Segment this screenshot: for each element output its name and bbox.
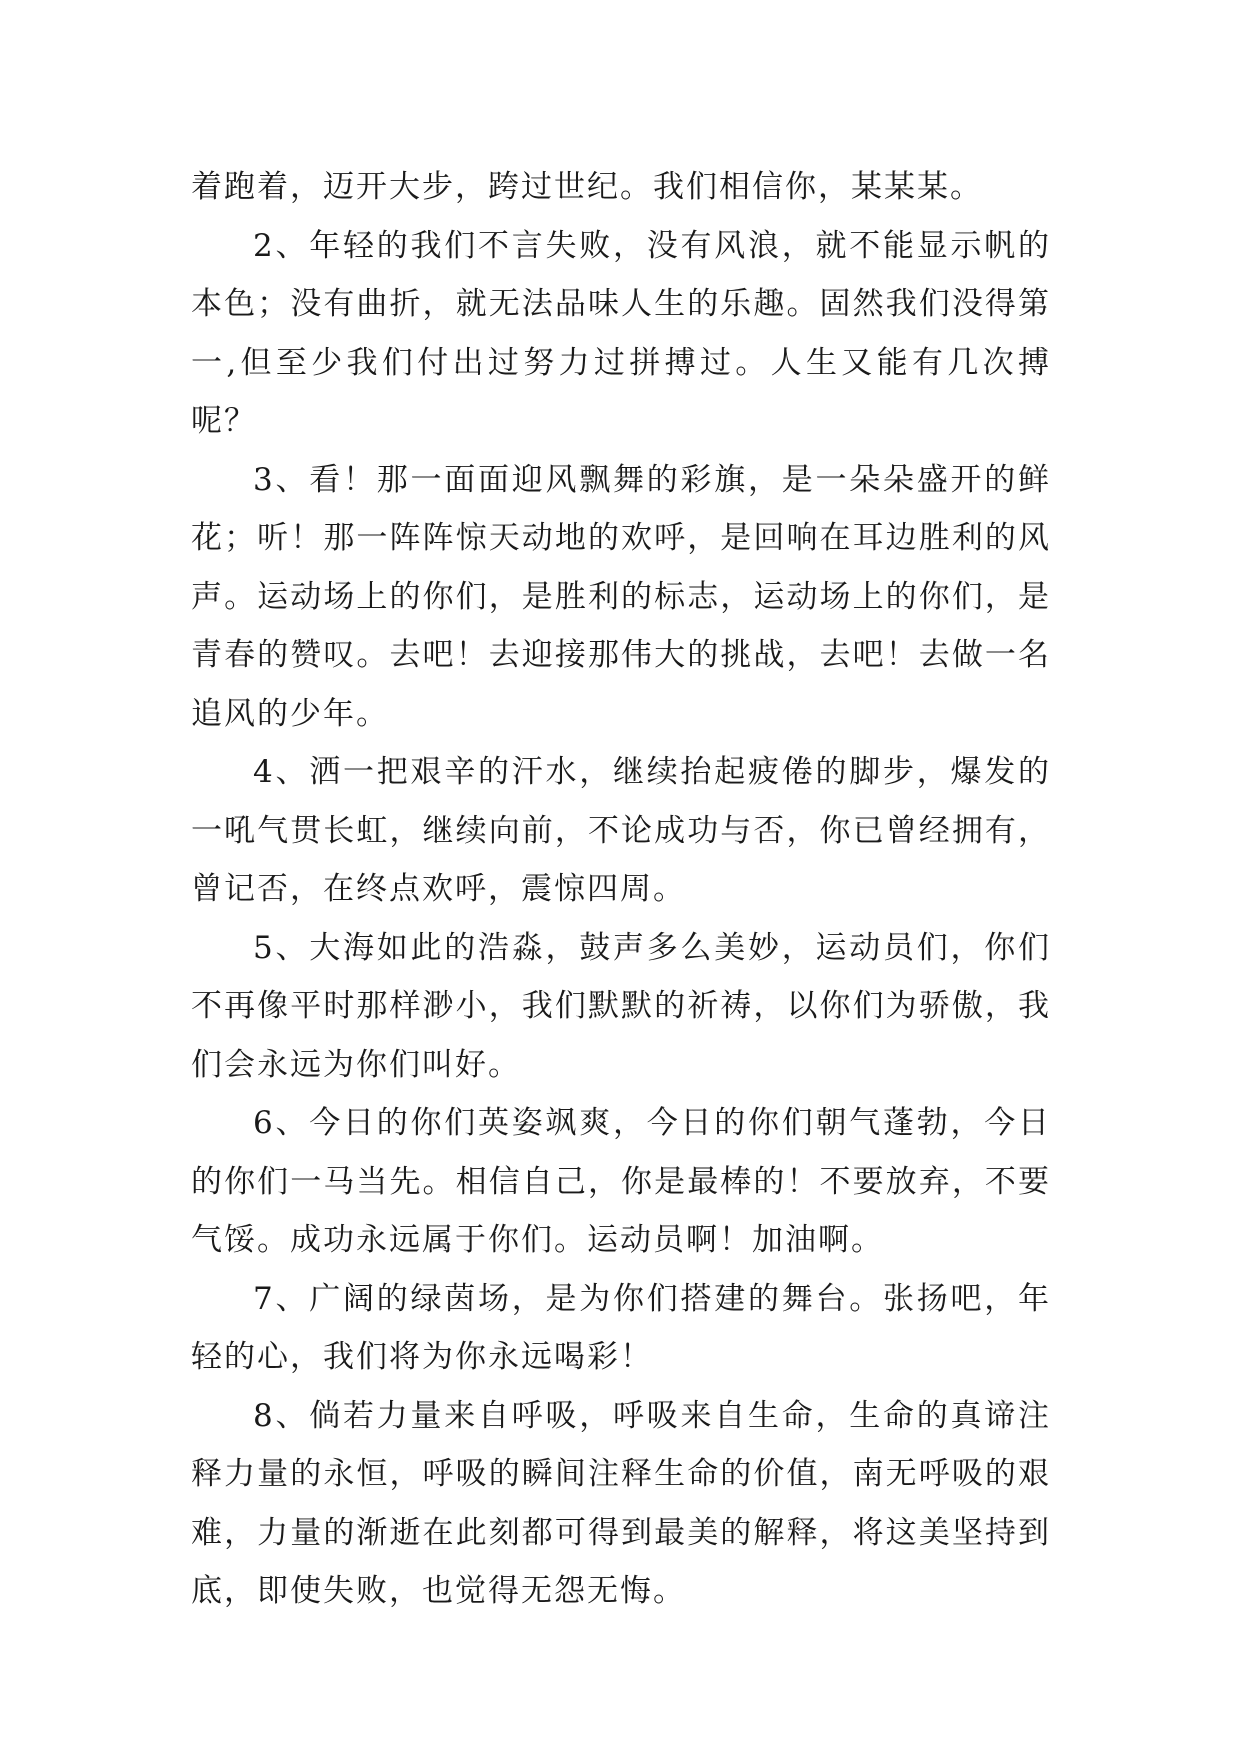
paragraph-item-3: 3、看！那一面面迎风飘舞的彩旗，是一朵朵盛开的鲜花；听！那一阵阵惊天动地的欢呼，是回响在耳边胜利的风声。运动场上的你们，是胜利的标志，运动场上的你们，是青春的赞叹。去吧！去迎接那伟大的挑战，去吧！去做一名追风的少年。 [191, 461, 1051, 732]
paragraph-item-4: 4、洒一把艰辛的汗水，继续抬起疲倦的脚步，爆发的一吼气贯长虹，继续向前，不论成功与否，你已曾经拥有，曾记否，在终点欢呼，震惊四周。 [191, 754, 1051, 907]
paragraph-item-6: 6、今日的你们英姿飒爽，今日的你们朝气蓬勃，今日的你们一马当先。相信自己，你是最棒的！不要放弃，不要气馁。成功永远属于你们。运动员啊！加油啊。 [191, 1105, 1051, 1258]
body-text [191, 158, 1051, 1621]
paragraph-item-7: 7、广阔的绿茵场，是为你们搭建的舞台。张扬吧，年轻的心，我们将为你永远喝彩！ [191, 1280, 1051, 1375]
paragraph-item-8: 8、倘若力量来自呼吸，呼吸来自生命，生命的真谛注释力量的永恒，呼吸的瞬间注释生命的价值，南无呼吸的艰难，力量的渐逝在此刻都可得到最美的解释，将这美坚持到底，即使失败，也觉得无怨无悔。 [191, 1397, 1051, 1609]
paragraph-continuation: 着跑着，迈开大步，跨过世纪。我们相信你，某某某。 [191, 169, 983, 205]
paragraph-item-2: 2、年轻的我们不言失败，没有风浪，就不能显示帆的本色；没有曲折，就无法品味人生的乐趣。固然我们没得第一,但至少我们付出过努力过拼搏过。人生又能有几次搏呢？ [191, 227, 1051, 439]
paragraph-item-5: 5、大海如此的浩淼，鼓声多么美妙，运动员们，你们不再像平时那样渺小，我们默默的祈祷，以你们为骄傲，我们会永远为你们叫好。 [191, 929, 1051, 1083]
